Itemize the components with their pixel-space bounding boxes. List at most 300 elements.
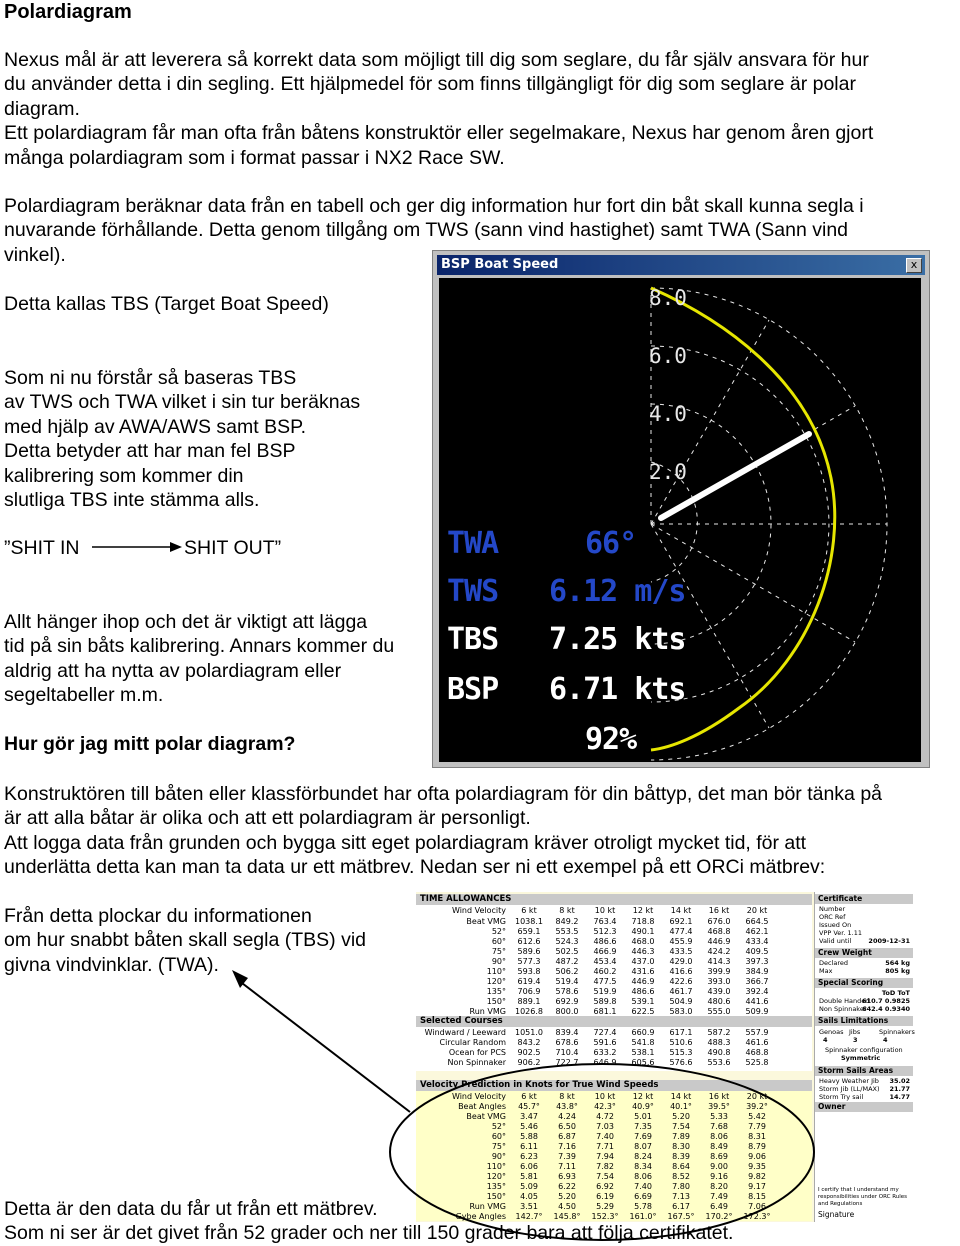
row-value: 4.24 xyxy=(558,1112,576,1121)
side-value: 4 xyxy=(823,1036,828,1044)
row-value: 7.03 xyxy=(596,1122,614,1131)
side-value: 642.4 0.9340 xyxy=(862,1005,910,1013)
row-label: Beat VMG xyxy=(466,917,506,926)
row-value: 9.06 xyxy=(748,1152,766,1161)
row-value: 843.2 xyxy=(517,1038,541,1047)
side-label: Jibs xyxy=(849,1028,861,1036)
table-row xyxy=(416,906,812,916)
table-row xyxy=(416,1132,812,1142)
row-value: 10 kt xyxy=(594,1092,616,1101)
table-row xyxy=(416,927,812,937)
side-value: 14.77 xyxy=(889,1093,910,1101)
row-value: 488.3 xyxy=(707,1038,731,1047)
side-label: Declared xyxy=(819,959,849,967)
side-label: Max xyxy=(819,967,833,975)
side-label: Spinnaker configuration xyxy=(825,1046,903,1054)
row-value: 591.6 xyxy=(593,1038,617,1047)
text-line: många polardiagram som i format passar i NX2 Race SW. xyxy=(4,146,505,169)
row-value: 7.13 xyxy=(672,1192,690,1201)
row-value: 538.1 xyxy=(631,1048,655,1057)
row-value: 5.20 xyxy=(672,1112,690,1121)
row-value: 5.29 xyxy=(596,1202,614,1211)
row-value: 6.92 xyxy=(596,1182,614,1191)
table-row xyxy=(416,1028,812,1038)
row-value: 763.4 xyxy=(593,917,617,926)
row-value: 486.6 xyxy=(631,987,655,996)
row-value: 4.50 xyxy=(558,1202,576,1211)
row-value: 477.4 xyxy=(669,927,693,936)
row-value: 462.1 xyxy=(745,927,769,936)
side-section-header: Crew Weight xyxy=(815,948,913,958)
row-label: 150° xyxy=(486,1192,506,1201)
row-value: 5.20 xyxy=(558,1192,576,1201)
row-value: 555.0 xyxy=(707,1007,731,1016)
row-value: 6.87 xyxy=(558,1132,576,1141)
row-value: 7.40 xyxy=(634,1182,652,1191)
row-value: 3.51 xyxy=(520,1202,538,1211)
table-row xyxy=(416,947,812,957)
row-label: 90° xyxy=(491,957,506,966)
text-line: Polardiagram beräknar data från en tabell och ger dig information hur fort din båt skall kunna segla i xyxy=(4,195,864,217)
row-value: 849.2 xyxy=(555,917,579,926)
row-value: 20 kt xyxy=(746,906,768,915)
row-value: 8.79 xyxy=(748,1142,766,1151)
row-label: Beat VMG xyxy=(466,1112,506,1121)
text-line: är att alla båtar är olika och att ett polardiagram är personligt. xyxy=(4,807,531,830)
percent-value: 92% xyxy=(585,722,637,757)
text-line: Konstruktören till båten eller klassförbundet har ofta polardiagram för din båttyp, det man bör tänka på xyxy=(4,783,883,805)
row-value: 5.81 xyxy=(520,1172,538,1181)
row-label: 150° xyxy=(486,997,506,1006)
row-value: 7.79 xyxy=(748,1122,766,1131)
row-value: 541.8 xyxy=(631,1038,655,1047)
twa-value: 66° xyxy=(585,526,637,561)
bsp-titlebar xyxy=(437,255,925,275)
table-row xyxy=(416,997,812,1007)
side-label: Number xyxy=(819,905,846,913)
row-value: 6.50 xyxy=(558,1122,576,1131)
row-value: 692.1 xyxy=(669,917,693,926)
text-line: med hjälp av AWA/AWS samt BSP. xyxy=(4,415,307,438)
row-value: 414.3 xyxy=(707,957,731,966)
row-value: 6.22 xyxy=(558,1182,576,1191)
row-value: 14 kt xyxy=(670,906,692,915)
side-value: 3 xyxy=(853,1036,858,1044)
row-value: 839.4 xyxy=(555,1028,579,1037)
row-value: 6.49 xyxy=(710,1202,728,1211)
row-value: 504.9 xyxy=(669,997,693,1006)
text-line: du använder detta i din segling. Ett hjälpmedel för som finns tillgängligt för dig som seglare är polar xyxy=(4,73,856,96)
text-line: Från detta plockar du informationen xyxy=(4,905,312,927)
row-value: 487.2 xyxy=(555,957,579,966)
orc-certificate xyxy=(416,892,915,1222)
row-value: 399.9 xyxy=(707,967,731,976)
table-row xyxy=(416,1202,812,1212)
side-label: Valid until xyxy=(819,937,852,945)
row-value: 446.9 xyxy=(707,937,731,946)
row-value: 12 kt xyxy=(632,1092,654,1101)
row-value: 8.06 xyxy=(710,1132,728,1141)
row-label: 120° xyxy=(486,1172,506,1181)
arrow-head-icon xyxy=(232,970,248,988)
row-value: 422.6 xyxy=(669,977,693,986)
row-value: 161.0° xyxy=(629,1212,657,1221)
row-value: 8.52 xyxy=(672,1172,690,1181)
row-value: 439.0 xyxy=(707,987,731,996)
row-value: 512.3 xyxy=(593,927,617,936)
row-value: 7.40 xyxy=(596,1132,614,1141)
row-value: 468.8 xyxy=(745,1048,769,1057)
row-value: 583.0 xyxy=(669,1007,693,1016)
row-value: 433.4 xyxy=(745,937,769,946)
row-value: 16 kt xyxy=(708,906,730,915)
row-value: 8.30 xyxy=(672,1142,690,1151)
row-value: 170.2° xyxy=(705,1212,733,1221)
row-value: 7.68 xyxy=(710,1122,728,1131)
row-value: 429.0 xyxy=(669,957,693,966)
row-label: 52° xyxy=(491,1122,506,1131)
row-value: 553.5 xyxy=(555,927,579,936)
row-value: 7.82 xyxy=(596,1162,614,1171)
tws-value: 6.12 m/s xyxy=(549,574,686,609)
row-value: 619.4 xyxy=(517,977,541,986)
side-value: ToD ToT xyxy=(881,989,910,997)
row-label: Run VMG xyxy=(469,1007,506,1016)
row-value: 5.42 xyxy=(748,1112,766,1121)
row-value: 477.5 xyxy=(593,977,617,986)
page-title: Polardiagram xyxy=(4,1,132,23)
text-line: slutliga TBS inte stämma alls. xyxy=(4,489,260,511)
row-value: 8.24 xyxy=(634,1152,652,1161)
row-value: 519.4 xyxy=(555,977,579,986)
row-value: 727.4 xyxy=(593,1028,617,1037)
table-row xyxy=(416,1112,812,1122)
row-value: 539.1 xyxy=(631,997,655,1006)
text-line: givna vindvinklar. (TWA). xyxy=(4,953,219,976)
row-label: 135° xyxy=(486,1182,506,1191)
side-label: Issued On xyxy=(819,921,852,929)
text-line: kalibrering som kommer din xyxy=(4,464,244,487)
row-value: 12 kt xyxy=(632,906,654,915)
row-value: 4.05 xyxy=(520,1192,538,1201)
scale-label: 6.0 xyxy=(649,344,687,368)
row-value: 589.8 xyxy=(593,997,617,1006)
row-value: 676.0 xyxy=(707,917,731,926)
row-value: 722.7 xyxy=(555,1058,579,1067)
row-value: 622.5 xyxy=(631,1007,655,1016)
row-value: 145.8° xyxy=(553,1212,581,1221)
row-value: 468.0 xyxy=(631,937,655,946)
table-row xyxy=(416,1058,812,1068)
row-value: 366.7 xyxy=(745,977,769,986)
row-value: 480.6 xyxy=(707,997,731,1006)
row-value: 605.6 xyxy=(631,1058,655,1067)
table-row xyxy=(416,1038,812,1048)
row-value: 6.17 xyxy=(672,1202,690,1211)
row-value: 7.80 xyxy=(672,1182,690,1191)
row-label: 120° xyxy=(486,977,506,986)
row-value: 45.7° xyxy=(518,1102,540,1111)
text-line: aldrig att ha nytta av polardiagram eller xyxy=(4,659,342,682)
row-value: 660.9 xyxy=(631,1028,655,1037)
row-value: 8.15 xyxy=(748,1192,766,1201)
table-row xyxy=(416,1162,812,1172)
bsp-title: BSP Boat Speed xyxy=(441,257,559,272)
side-section-header: Owner xyxy=(815,1102,913,1112)
row-value: 416.6 xyxy=(669,967,693,976)
row-value: 646.9 xyxy=(593,1058,617,1067)
row-value: 7.71 xyxy=(596,1142,614,1151)
row-value: 453.4 xyxy=(593,957,617,966)
bsp-window xyxy=(432,250,930,768)
side-label: ORC Ref xyxy=(819,913,846,921)
row-value: 553.6 xyxy=(707,1058,731,1067)
row-value: 8.20 xyxy=(710,1182,728,1191)
row-value: 7.69 xyxy=(634,1132,652,1141)
table-row xyxy=(416,1142,812,1152)
row-value: 431.6 xyxy=(631,967,655,976)
row-label: Windward / Leeward xyxy=(424,1028,506,1037)
row-value: 6 kt xyxy=(521,1092,537,1101)
table-row xyxy=(416,1048,812,1058)
row-value: 8 kt xyxy=(559,1092,575,1101)
row-value: 8.49 xyxy=(710,1142,728,1151)
row-value: 509.9 xyxy=(745,1007,769,1016)
row-value: 6.11 xyxy=(520,1142,538,1151)
side-section-header: Special Scoring xyxy=(815,978,913,988)
row-value: 468.8 xyxy=(707,927,731,936)
close-icon[interactable]: x xyxy=(906,258,922,273)
row-value: 7.06 xyxy=(748,1202,766,1211)
row-value: 43.8° xyxy=(556,1102,578,1111)
shit-in-label: ”SHIT IN xyxy=(4,537,80,559)
scale-label: 2.0 xyxy=(649,460,687,484)
text-line: Detta betyder att har man fel BSP xyxy=(4,440,296,463)
row-value: 40.1° xyxy=(670,1102,692,1111)
side-value: Symmetric xyxy=(841,1054,881,1062)
row-label: Wind Velocity xyxy=(451,1092,506,1101)
row-value: 40.9° xyxy=(632,1102,654,1111)
row-value: 5.88 xyxy=(520,1132,538,1141)
row-value: 706.9 xyxy=(517,987,541,996)
row-label: 110° xyxy=(486,967,506,976)
text-line: underlätta detta kan man ta data ur ett mätbrev. Nedan ser ni ett exempel på ett ORCi mätbrev: xyxy=(4,856,826,879)
row-value: 384.9 xyxy=(745,967,769,976)
table-row xyxy=(416,1172,812,1182)
row-value: 710.4 xyxy=(555,1048,579,1057)
row-value: 659.1 xyxy=(517,927,541,936)
text-line: vinkel). xyxy=(4,243,66,266)
table-row xyxy=(416,1212,812,1222)
row-value: 593.8 xyxy=(517,967,541,976)
owner-text: I certify that I understand my xyxy=(818,1187,899,1193)
side-label: Genoas xyxy=(819,1028,844,1036)
table-row xyxy=(416,977,812,987)
side-value: 610.7 0.9825 xyxy=(862,997,910,1005)
bsp-display xyxy=(439,278,921,762)
side-section-header: Signature xyxy=(815,1210,913,1220)
row-value: 5.46 xyxy=(520,1122,538,1131)
side-value: 2009-12-31 xyxy=(868,937,910,945)
row-value: 519.9 xyxy=(593,987,617,996)
side-label: Non Spinnaker xyxy=(819,1005,867,1013)
row-value: 510.6 xyxy=(669,1038,693,1047)
table-row xyxy=(416,987,812,997)
table-row xyxy=(416,1102,812,1112)
shit-out-label: SHIT OUT” xyxy=(184,537,282,559)
row-label: 75° xyxy=(491,947,506,956)
owner-text: and Regulations xyxy=(818,1201,863,1207)
row-value: 446.9 xyxy=(631,977,655,986)
row-value: 9.16 xyxy=(710,1172,728,1181)
text-line: tid på sin båts kalibrering. Annars kommer du xyxy=(4,635,395,658)
row-value: 5.09 xyxy=(520,1182,538,1191)
section-header: Velocity Prediction in Knots for True Wind Speeds xyxy=(416,1080,812,1091)
side-value: 805 kg xyxy=(885,967,910,975)
row-value: 393.0 xyxy=(707,977,731,986)
side-label: Double Handed xyxy=(819,997,870,1005)
table-row xyxy=(416,1152,812,1162)
tbs-value: 7.25 kts xyxy=(549,622,686,657)
row-label: Gybe Angles xyxy=(455,1212,506,1221)
pointer-arrow-line xyxy=(238,980,410,1112)
text-line: nuvarande förhållande. Detta genom tillgång om TWS (sann vind hastighet) samt TWA (Sann vind xyxy=(4,219,849,242)
row-value: 455.9 xyxy=(669,937,693,946)
row-value: 7.35 xyxy=(634,1122,652,1131)
table-row xyxy=(416,1192,812,1202)
text-line: diagram. xyxy=(4,97,80,120)
section-header: TIME ALLOWANCES xyxy=(416,894,812,905)
text-line: Som ni nu förstår så baseras TBS xyxy=(4,367,297,389)
row-value: 6.23 xyxy=(520,1152,538,1161)
row-label: Non Spinnaker xyxy=(447,1058,506,1067)
subheading: Hur gör jag mitt polar diagram? xyxy=(4,733,296,755)
side-value: 4 xyxy=(883,1036,888,1044)
side-section-header: Storm Sails Areas xyxy=(815,1066,913,1076)
row-value: 6 kt xyxy=(521,906,537,915)
row-value: 6.19 xyxy=(596,1192,614,1201)
row-value: 5.01 xyxy=(634,1112,652,1121)
row-label: Circular Random xyxy=(439,1038,506,1047)
text-line: Allt hänger ihop och det är viktigt att lägga xyxy=(4,611,368,633)
row-value: 8.07 xyxy=(634,1142,652,1151)
row-value: 589.6 xyxy=(517,947,541,956)
row-value: 3.47 xyxy=(520,1112,538,1121)
side-value: 21.77 xyxy=(889,1085,910,1093)
certificate-side-panel xyxy=(814,892,913,1222)
row-value: 617.1 xyxy=(669,1028,693,1037)
row-value: 461.7 xyxy=(669,987,693,996)
side-label: Storm Try sail xyxy=(819,1093,864,1101)
row-value: 7.54 xyxy=(596,1172,614,1181)
row-value: 681.1 xyxy=(593,1007,617,1016)
row-label: 110° xyxy=(486,1162,506,1171)
text-line: Detta är den data du får ut från ett mätbrev. xyxy=(4,1198,378,1220)
row-value: 678.6 xyxy=(555,1038,579,1047)
row-value: 1026.8 xyxy=(515,1007,543,1016)
scale-label: 4.0 xyxy=(649,402,687,426)
table-row xyxy=(416,967,812,977)
row-value: 1051.0 xyxy=(515,1028,543,1037)
row-value: 889.1 xyxy=(517,997,541,1006)
row-label: 52° xyxy=(491,927,506,936)
row-value: 7.11 xyxy=(558,1162,576,1171)
row-value: 502.5 xyxy=(555,947,579,956)
row-value: 7.16 xyxy=(558,1142,576,1151)
table-row xyxy=(416,1182,812,1192)
row-value: 424.2 xyxy=(707,947,731,956)
side-label: VPP Ver. 1.11 xyxy=(819,929,862,937)
row-value: 7.54 xyxy=(672,1122,690,1131)
arrow-right-icon xyxy=(90,540,184,554)
certificate-tables xyxy=(416,892,812,1222)
side-section-header: Certificate xyxy=(815,894,913,904)
row-value: 525.8 xyxy=(745,1058,769,1067)
row-value: 437.0 xyxy=(631,957,655,966)
row-value: 576.6 xyxy=(669,1058,693,1067)
side-label: Storm Jib (LL/MAX) xyxy=(819,1085,880,1093)
row-value: 633.2 xyxy=(593,1048,617,1057)
row-value: 490.8 xyxy=(707,1048,731,1057)
row-value: 902.5 xyxy=(517,1048,541,1057)
row-value: 433.5 xyxy=(669,947,693,956)
text-line: Nexus mål är att leverera så korrekt data som möjligt till dig som seglare, du får själv ansvara för hur xyxy=(4,49,869,71)
row-value: 906.2 xyxy=(517,1058,541,1067)
row-label: 90° xyxy=(491,1152,506,1161)
table-row xyxy=(416,937,812,947)
row-value: 8.64 xyxy=(672,1162,690,1171)
text-line: av TWS och TWA vilket i sin tur beräknas xyxy=(4,391,361,414)
row-value: 409.5 xyxy=(745,947,769,956)
row-value: 8.39 xyxy=(672,1152,690,1161)
row-label: Wind Velocity xyxy=(451,906,506,915)
row-value: 7.94 xyxy=(596,1152,614,1161)
row-label: 60° xyxy=(491,937,506,946)
row-value: 6.93 xyxy=(558,1172,576,1181)
table-row xyxy=(416,917,812,927)
row-value: 39.2° xyxy=(746,1102,768,1111)
row-value: 152.3° xyxy=(591,1212,619,1221)
row-value: 664.5 xyxy=(745,917,769,926)
text-line: Ett polardiagram får man ofta från båtens konstruktör eller segelmakare, Nexus har genom åren gjort xyxy=(4,122,874,145)
twa-label: TWA xyxy=(447,526,499,561)
bsp-label: BSP xyxy=(447,672,499,707)
side-value: 35.02 xyxy=(889,1077,910,1085)
text-line: segeltabeller m.m. xyxy=(4,684,164,707)
tws-label: TWS xyxy=(447,574,499,609)
row-value: 8.31 xyxy=(748,1132,766,1141)
row-value: 446.3 xyxy=(631,947,655,956)
row-value: 39.5° xyxy=(708,1102,730,1111)
row-value: 718.8 xyxy=(631,917,655,926)
row-label: Beat Angles xyxy=(458,1102,506,1111)
row-value: 8.06 xyxy=(634,1172,652,1181)
section-header: Selected Courses xyxy=(416,1016,812,1027)
row-value: 7.39 xyxy=(558,1152,576,1161)
tbs-line: Detta kallas TBS (Target Boat Speed) xyxy=(4,293,329,315)
row-value: 172.3° xyxy=(743,1212,771,1221)
row-value: 9.17 xyxy=(748,1182,766,1191)
row-value: 10 kt xyxy=(594,906,616,915)
side-label: Heavy Weather Jib xyxy=(819,1077,879,1085)
row-value: 9.35 xyxy=(748,1162,766,1171)
row-value: 1038.1 xyxy=(515,917,543,926)
row-value: 461.6 xyxy=(745,1038,769,1047)
row-value: 524.3 xyxy=(555,937,579,946)
row-value: 8.34 xyxy=(634,1162,652,1171)
row-value: 441.6 xyxy=(745,997,769,1006)
row-value: 557.9 xyxy=(745,1028,769,1037)
